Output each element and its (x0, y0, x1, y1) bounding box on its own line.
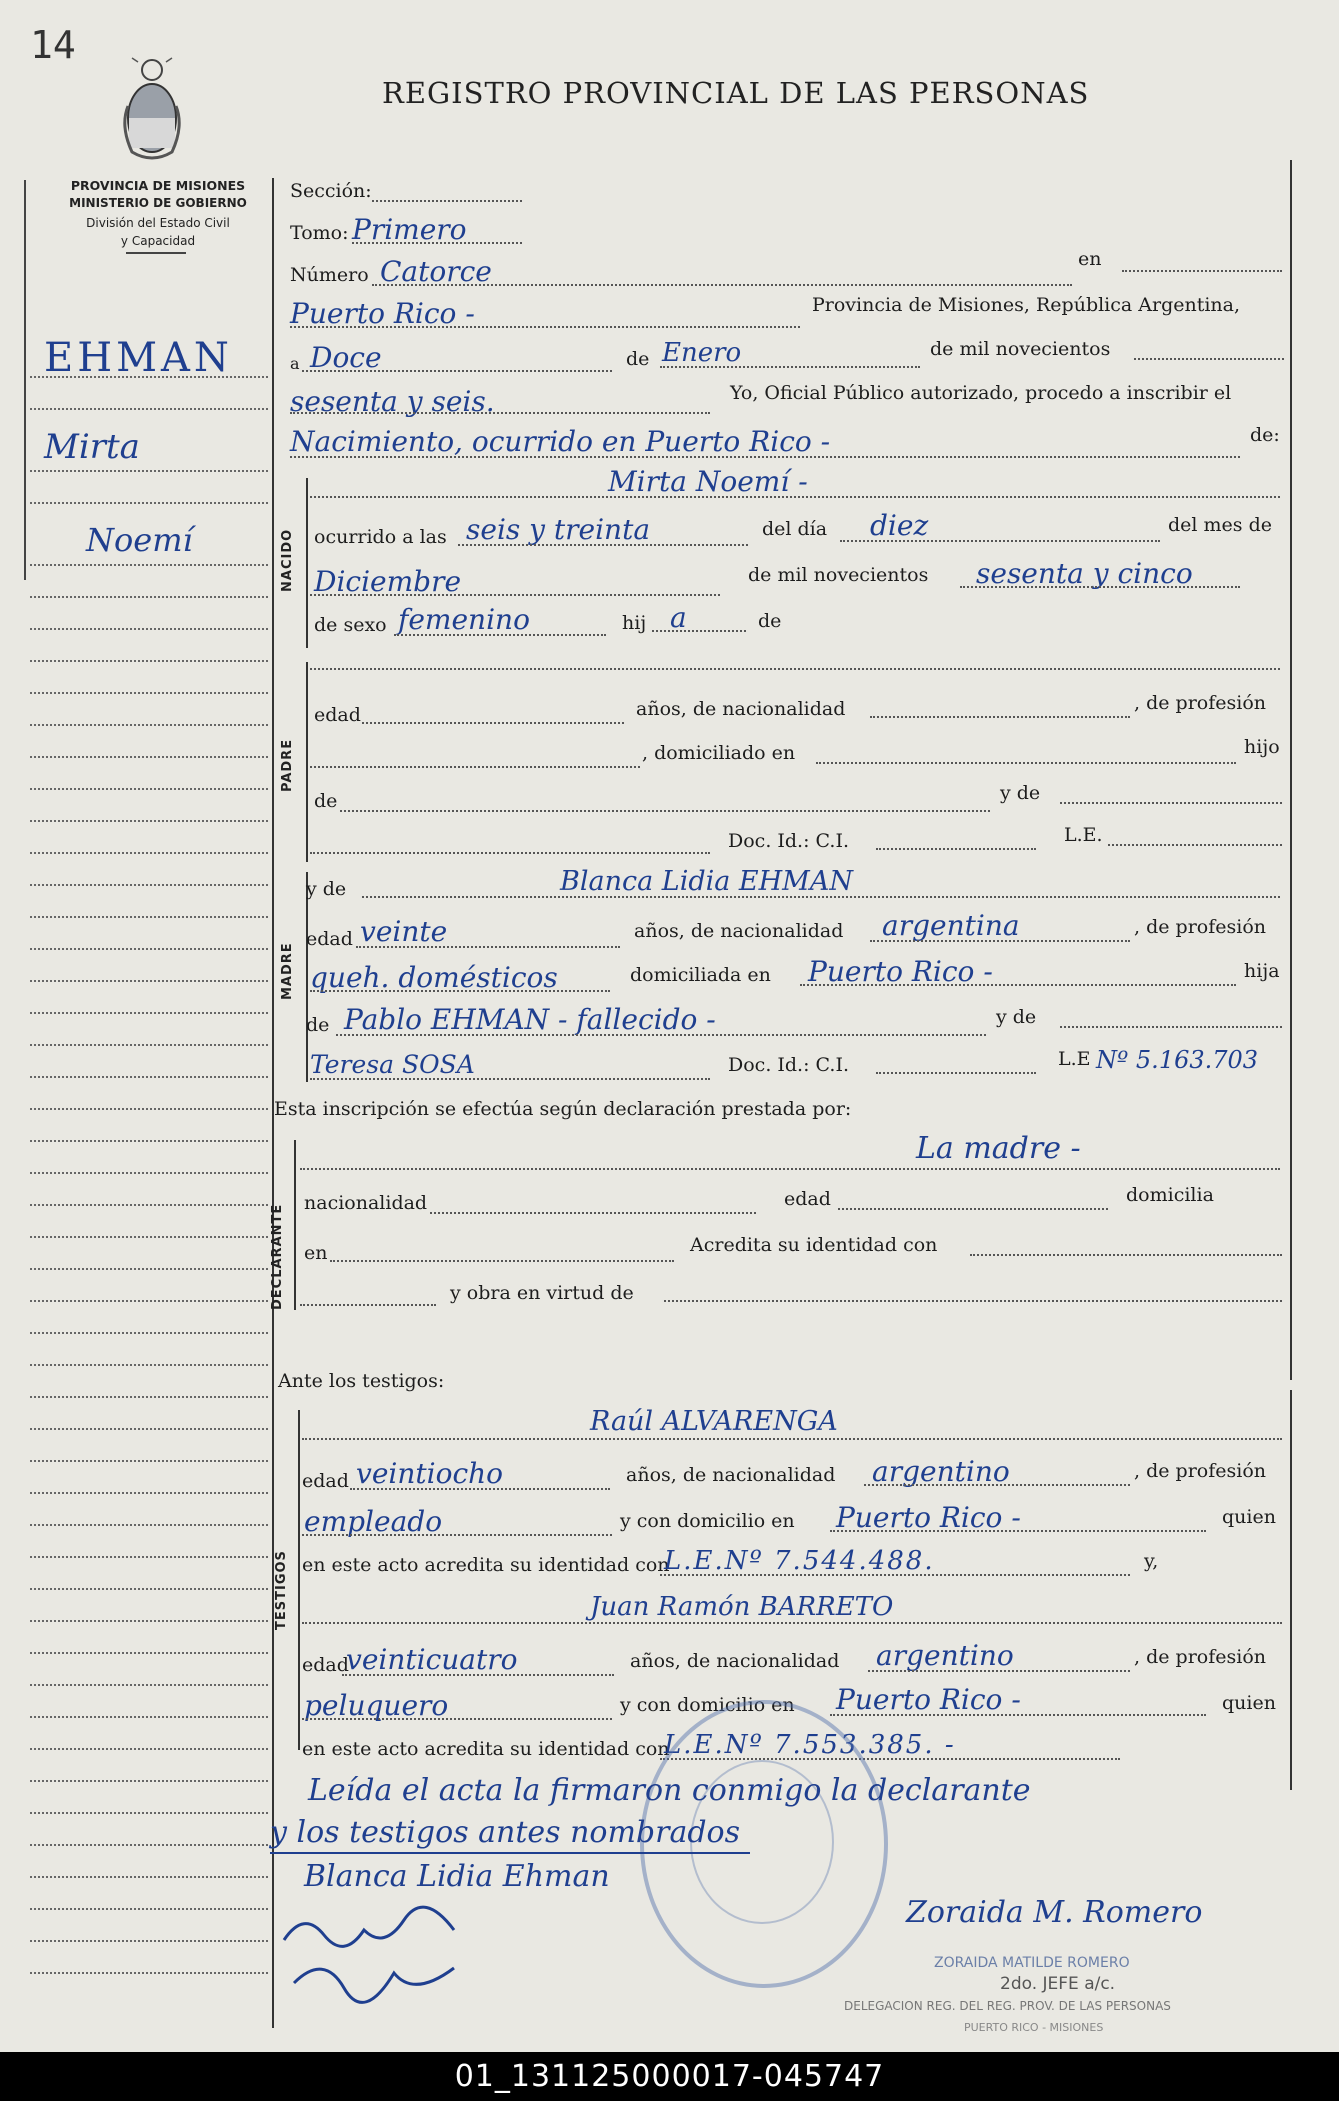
label-profesion-t1: , de profesión (1134, 1460, 1266, 1482)
label-nacionalidad-t2: años, de nacionalidad (630, 1650, 840, 1672)
margin-line (30, 1620, 268, 1622)
field-line (290, 456, 1240, 458)
margin-line (30, 1844, 268, 1846)
margin-line (30, 1908, 268, 1910)
label-domicilio-t1: y con domicilio en (620, 1510, 795, 1532)
label-edad: edad (314, 704, 361, 726)
margin-line (30, 1716, 268, 1718)
label-le: L.E. (1064, 824, 1103, 846)
margin-line (30, 1044, 268, 1046)
label-hijo: hijo (1244, 736, 1280, 758)
field-line (1134, 358, 1284, 360)
margin-line (30, 1524, 268, 1526)
label-nacido: NACIDO (280, 528, 295, 592)
section-divider (306, 662, 308, 862)
value-lugar: Puerto Rico - (290, 297, 475, 330)
label-domiciliada: domiciliada en (630, 964, 771, 986)
value-testigo1-edad: veintiocho (356, 1457, 504, 1490)
field-line (310, 852, 710, 854)
label-de-padre: de (314, 790, 338, 812)
section-divider (306, 478, 308, 648)
label-quien-t2: quien (1222, 1692, 1276, 1714)
margin-line (30, 692, 268, 694)
value-anio: sesenta y seis. (290, 385, 495, 418)
field-line (1060, 802, 1282, 804)
margin-line (30, 724, 268, 726)
field-line (300, 1168, 1280, 1170)
margin-line (30, 1108, 268, 1110)
value-testigo1-doc: L.E.Nº 7.544.488. (664, 1546, 935, 1576)
label-edad-t1: edad (302, 1470, 349, 1492)
field-line (876, 848, 1036, 850)
field-line (310, 1078, 710, 1080)
label-testigos: TESTIGOS (274, 1550, 289, 1630)
label-edad-t2: edad (302, 1654, 349, 1676)
field-line (302, 370, 612, 372)
margin-line (30, 1300, 268, 1302)
label-en: en (1078, 248, 1102, 270)
label-sexo: de sexo (314, 614, 387, 636)
value-testigo2-profesion: peluquero (304, 1689, 449, 1722)
margin-line (30, 852, 268, 854)
value-abuela: Teresa SOSA (310, 1050, 475, 1079)
margin-line (30, 1492, 268, 1494)
margin-line (30, 884, 268, 886)
margin-line (30, 470, 268, 472)
org-line3: División del Estado Civil (86, 216, 230, 230)
label-mes: del mes de (1168, 514, 1272, 536)
field-line (342, 1674, 614, 1676)
margin-line (30, 1684, 268, 1686)
margin-line (30, 1940, 268, 1942)
label-oficial: Yo, Oficial Público autorizado, procedo a inscribir el (730, 382, 1232, 404)
margin-line (30, 408, 268, 410)
value-testigo1-nombre: Raúl ALVARENGA (590, 1406, 838, 1437)
value-madre-le: Nº 5.163.703 (1096, 1046, 1259, 1074)
field-line (310, 594, 720, 596)
label-domicilio-t2: y con domicilio en (620, 1694, 795, 1716)
label-de-3: de (758, 610, 782, 632)
label-domiciliado: , domiciliado en (642, 742, 796, 764)
field-line (870, 716, 1130, 718)
label-domicilia: domicilia (1126, 1184, 1214, 1206)
section-divider (294, 1140, 296, 1310)
value-abuelo: Pablo EHMAN - fallecido - (344, 1003, 716, 1036)
margin-line (30, 1556, 268, 1558)
value-mes: Enero (662, 338, 742, 368)
signature-official: Zoraida M. Romero (906, 1895, 1203, 1930)
label-acto-t2: en este acto acredita su identidad con (302, 1738, 670, 1760)
label-del-dia: del día (762, 518, 828, 540)
field-line (356, 946, 620, 948)
org-line1: PROVINCIA DE MISIONES (70, 178, 246, 193)
field-line (352, 242, 522, 244)
margin-line (30, 1652, 268, 1654)
field-line (300, 1304, 436, 1306)
field-line (394, 634, 606, 636)
label-de-colon: de: (1250, 424, 1280, 446)
label-nacionalidad-decl: nacionalidad (304, 1192, 428, 1214)
label-profesion-madre: , de profesión (1134, 916, 1266, 938)
label-de: de (626, 348, 650, 370)
closing-line1: Leída el acta la firmaron conmigo la declarante (308, 1773, 1031, 1808)
field-line (302, 1622, 1282, 1624)
label-y-de-madre: y de (306, 878, 347, 900)
margin-line (30, 1780, 268, 1782)
field-line (290, 326, 800, 328)
field-line (310, 496, 1280, 498)
label-mil-novecientos-2: de mil novecientos (748, 564, 929, 586)
field-line (660, 1574, 1130, 1576)
value-anio-nac: sesenta y cinco (976, 557, 1193, 590)
margin-line (30, 1012, 268, 1014)
field-line (290, 412, 710, 414)
field-line (864, 1484, 1130, 1486)
margin-line (30, 980, 268, 982)
stamp-line4: PUERTO RICO - MISIONES (964, 2021, 1104, 2034)
margin-border (0, 180, 26, 550)
form-right-border-2 (1290, 1390, 1292, 1790)
margin-line (30, 1812, 268, 1814)
margin-line (30, 502, 268, 504)
label-y-comma: y, (1144, 1550, 1159, 1572)
section-divider (306, 872, 308, 1082)
value-mes-nac: Diciembre (314, 565, 462, 598)
field-line (664, 1300, 1282, 1302)
field-line (350, 1488, 610, 1490)
label-y-de: y de (1000, 782, 1041, 804)
label-a: a (290, 354, 300, 373)
margin-line (30, 376, 268, 378)
margin-line (30, 916, 268, 918)
field-line (336, 1034, 986, 1036)
signature-mother: Blanca Lidia Ehman (304, 1859, 610, 1894)
field-line (362, 722, 624, 724)
field-line (868, 1670, 1130, 1672)
field-line (876, 1072, 1036, 1074)
margin-line (30, 1364, 268, 1366)
field-line (372, 200, 522, 202)
signature-witness-2 (284, 1948, 464, 2012)
value-madre-nombre: Blanca Lidia EHMAN (560, 866, 853, 897)
label-inscripcion: Esta inscripción se efectúa según declaración prestada por: (274, 1098, 852, 1120)
margin-line (30, 948, 268, 950)
margin-line (30, 628, 268, 630)
value-madre-edad: veinte (360, 915, 448, 948)
margin-line (30, 1396, 268, 1398)
label-quien-t1: quien (1222, 1506, 1276, 1528)
label-hij: hij (622, 612, 647, 634)
margin-line (30, 596, 268, 598)
closing-underline (270, 1852, 750, 1854)
label-ante-testigos: Ante los testigos: (278, 1370, 445, 1392)
field-line (960, 586, 1240, 588)
label-obra: y obra en virtud de (450, 1282, 634, 1304)
page-number: 14 (30, 23, 76, 67)
label-madre: MADRE (280, 942, 295, 1000)
margin-line (30, 1876, 268, 1878)
field-line (970, 1254, 1282, 1256)
field-line (310, 766, 640, 768)
org-line4: y Capacidad (120, 234, 196, 248)
value-testigo2-domicilio: Puerto Rico - (836, 1683, 1021, 1716)
margin-line (30, 1748, 268, 1750)
org-line2: MINISTERIO DE GOBIERNO (69, 196, 247, 210)
value-hij: a (670, 601, 687, 634)
label-de-madre: de (306, 1014, 330, 1036)
value-nombre: Mirta Noemí - (608, 465, 808, 498)
field-line (660, 366, 920, 368)
value-dia-nac: diez (870, 509, 929, 542)
margin-line (30, 1428, 268, 1430)
image-id-caption: 01_131125000017-045747 (0, 2052, 1339, 2101)
margin-line (30, 788, 268, 790)
label-y-de-madre-2: y de (996, 1006, 1037, 1028)
margin-line (30, 820, 268, 822)
label-nacionalidad-madre: años, de nacionalidad (634, 920, 844, 942)
value-declarante: La madre - (916, 1131, 1081, 1166)
field-line (830, 1530, 1206, 1532)
field-line (372, 284, 1072, 286)
label-edad-madre: edad (306, 928, 353, 950)
label-acredita: Acredita su identidad con (690, 1234, 938, 1256)
value-madre-domicilio: Puerto Rico - (808, 955, 993, 988)
org-underline (126, 252, 186, 254)
field-line (302, 1534, 612, 1536)
label-profesion: , de profesión (1134, 692, 1266, 714)
value-testigo2-doc: L.E.Nº 7.553.385. - (664, 1730, 956, 1760)
field-line (838, 1208, 1108, 1210)
coat-of-arms-icon (118, 56, 186, 166)
value-testigo1-nacionalidad: argentino (872, 1455, 1010, 1488)
value-testigo2-nombre: Juan Ramón BARRETO (590, 1592, 894, 1622)
value-hora: seis y treinta (466, 513, 651, 546)
field-line (830, 1714, 1206, 1716)
field-line (800, 984, 1236, 986)
stamp-line1: ZORAIDA MATILDE ROMERO (934, 1955, 1130, 1971)
field-line (430, 1212, 756, 1214)
field-line (310, 668, 1280, 670)
margin-line (30, 660, 268, 662)
field-line (1060, 1026, 1282, 1028)
label-numero: Número (290, 264, 369, 286)
label-nacionalidad: años, de nacionalidad (636, 698, 846, 720)
field-line (302, 1718, 612, 1720)
margin-line (30, 1236, 268, 1238)
section-divider (298, 1410, 300, 1750)
margin-line (30, 1076, 268, 1078)
value-sexo: femenino (398, 603, 530, 636)
field-line (652, 630, 746, 632)
field-line (816, 762, 1236, 764)
stamp-line3: DELEGACION REG. DEL REG. PROV. DE LAS PERSONAS (844, 1999, 1171, 2013)
margin-line (30, 564, 268, 566)
label-ocurrido: ocurrido a las (314, 526, 447, 548)
label-hija: hija (1244, 960, 1280, 982)
label-profesion-t2: , de profesión (1134, 1646, 1266, 1668)
label-seccion: Sección: (290, 180, 372, 202)
label-doc-id-madre: Doc. Id.: C.I. (728, 1054, 849, 1076)
field-line (362, 896, 1280, 898)
value-madre-profesion: queh. domésticos (310, 961, 558, 994)
margin-line (30, 1332, 268, 1334)
field-line (840, 540, 1160, 542)
field-line (302, 1438, 1282, 1440)
label-edad-decl: edad (784, 1188, 831, 1210)
form-right-border (1290, 160, 1292, 1380)
field-line (870, 940, 1130, 942)
margin-border-line (24, 550, 26, 580)
value-acto: Nacimiento, ocurrido en Puerto Rico - (290, 425, 831, 458)
label-le-madre: L.E (1058, 1048, 1091, 1070)
margin-line (30, 1972, 268, 1974)
value-testigo2-edad: veinticuatro (346, 1643, 518, 1676)
value-testigo1-profesion: empleado (304, 1505, 443, 1538)
field-line (1122, 270, 1282, 272)
value-madre-nacionalidad: argentina (882, 909, 1020, 942)
label-mil-novecientos: de mil novecientos (930, 338, 1111, 360)
margin-line (30, 1588, 268, 1590)
margin-line (30, 1460, 268, 1462)
stamp-line2: 2do. JEFE a/c. (1000, 1974, 1116, 1994)
label-nacionalidad-t1: años, de nacionalidad (626, 1464, 836, 1486)
margin-line (30, 1204, 268, 1206)
field-line (330, 1260, 674, 1262)
closing-line2: y los testigos antes nombrados (270, 1815, 740, 1850)
value-dia: Doce (310, 341, 382, 374)
label-en-decl: en (304, 1242, 328, 1264)
label-acto-t1: en este acto acredita su identidad con (302, 1554, 670, 1576)
margin-line (30, 1268, 268, 1270)
value-numero: Catorce (380, 255, 492, 288)
label-tomo: Tomo: (290, 222, 349, 244)
field-line (340, 810, 990, 812)
label-padre: PADRE (280, 738, 295, 792)
margin-line (30, 756, 268, 758)
value-testigo1-domicilio: Puerto Rico - (836, 1501, 1021, 1534)
margin-line (30, 1140, 268, 1142)
value-tomo: Primero (352, 213, 467, 246)
margin-first-name: Mirta (44, 427, 140, 467)
value-testigo2-nacionalidad: argentino (876, 1639, 1014, 1672)
margin-middle-name: Noemí (86, 521, 193, 559)
document-title: REGISTRO PROVINCIAL DE LAS PERSONAS (382, 76, 1090, 110)
field-line (458, 544, 748, 546)
field-line (1108, 844, 1282, 846)
label-provincia: Provincia de Misiones, República Argentina, (812, 294, 1241, 316)
field-line (310, 990, 610, 992)
margin-line (30, 1172, 268, 1174)
label-declarante: DECLARANTE (270, 1203, 285, 1310)
label-doc-id: Doc. Id.: C.I. (728, 830, 849, 852)
margin-surname: EHMAN (44, 335, 233, 381)
